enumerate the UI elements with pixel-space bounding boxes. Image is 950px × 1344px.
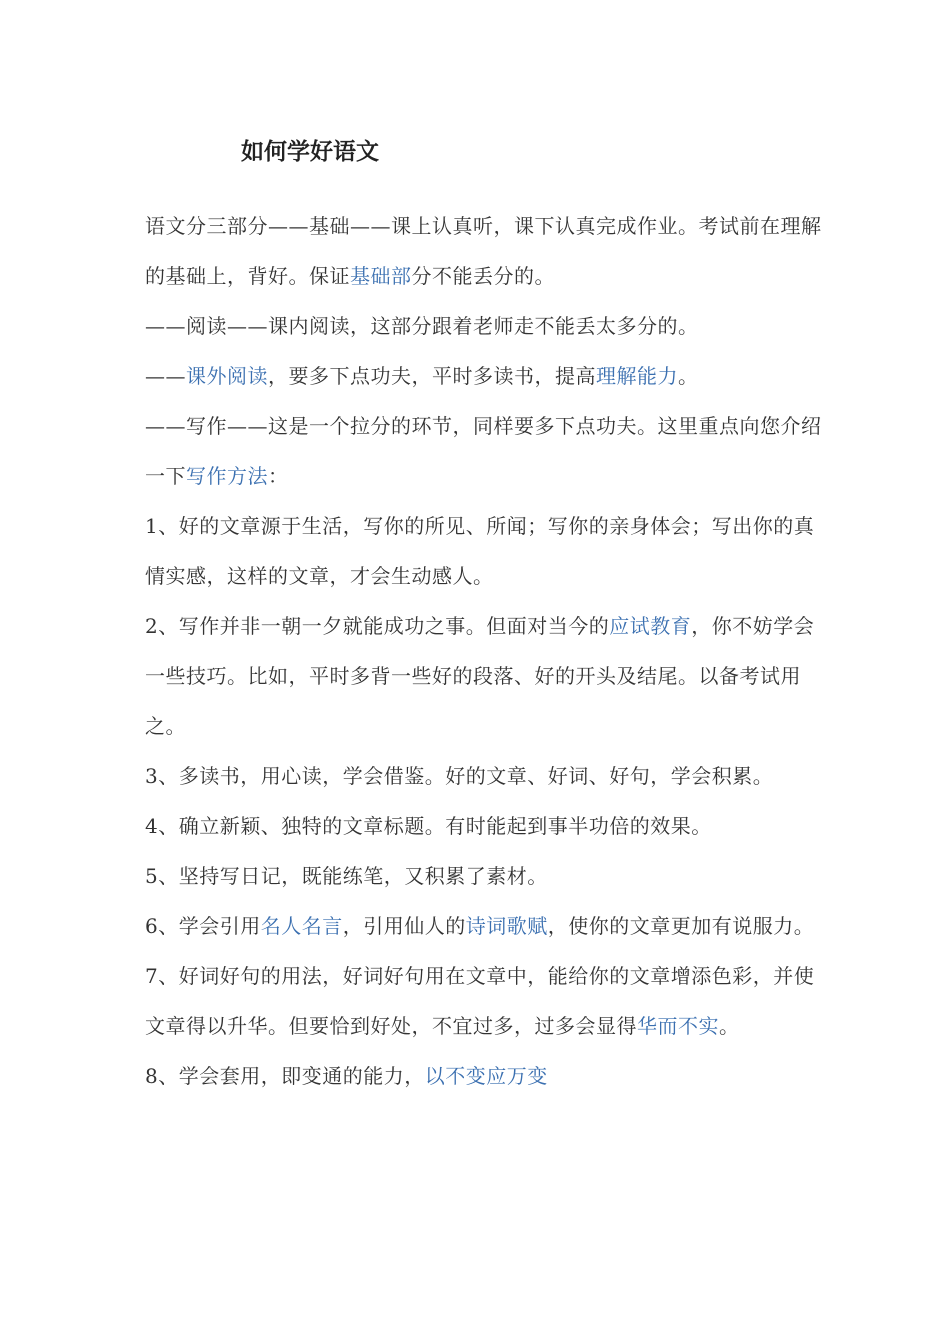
paragraph (145, 201, 825, 301)
inline-link[interactable]: 诗词歌赋 (465, 914, 548, 938)
inline-link[interactable]: 课外阅读 (186, 364, 268, 388)
paragraph-text: 分不能丢分的。 (411, 264, 555, 288)
paragraph-text: 。 (719, 1014, 740, 1038)
paragraph-text: ——阅读——课内阅读，这部分跟着老师走不能丢太多分的。 (145, 314, 699, 338)
paragraph (145, 751, 825, 801)
paragraph (145, 401, 825, 501)
paragraph-text: ——写作——这是一个拉分的环节，同样要多下点功夫。这里重点向您介绍一下 (145, 414, 822, 488)
paragraph-text: 5、坚持写日记，既能练笔，又积累了素材。 (145, 864, 548, 888)
paragraph (145, 501, 825, 601)
paragraph (145, 351, 825, 401)
inline-link[interactable]: 华而不实 (637, 1014, 719, 1038)
paragraph-text: 1、好的文章源于生活，写你的所见、所闻；写你的亲身体会；写出你的真情实感，这样的文章，才会生动感人。 (145, 514, 815, 588)
inline-link[interactable]: 以不变应万变 (424, 1064, 548, 1088)
inline-link[interactable]: 写作方法 (186, 464, 268, 488)
inline-link[interactable]: 应试教育 (609, 614, 692, 638)
inline-link[interactable]: 基础部 (350, 264, 412, 288)
paragraph-text: 2、写作并非一朝一夕就能成功之事。但面对当今的 (145, 614, 610, 638)
document-body (145, 201, 825, 1101)
paragraph-text: ： (268, 464, 289, 488)
paragraph-text: 3、多读书，用心读，学会借鉴。好的文章、好词、好句，学会积累。 (145, 764, 774, 788)
paragraph-text: 。 (678, 364, 699, 388)
inline-link[interactable]: 理解能力 (596, 364, 678, 388)
paragraph (145, 1051, 825, 1101)
paragraph-text: —— (145, 364, 186, 388)
document-title: 如何学好语文 (241, 138, 379, 165)
paragraph-text: 8、学会套用，即变通的能力， (145, 1064, 425, 1088)
paragraph (145, 851, 825, 901)
paragraph-text: 4、确立新颖、独特的文章标题。有时能起到事半功倍的效果。 (145, 814, 712, 838)
paragraph (145, 801, 825, 851)
paragraph (145, 901, 825, 951)
paragraph (145, 951, 825, 1051)
paragraph-text: ，引用仙人的 (342, 914, 466, 938)
paragraph-text: 语文分三部分——基础——课上认真听，课下认真完成作业。考试前在理解的基础上，背好。保证 (145, 214, 822, 288)
paragraph (145, 601, 825, 751)
paragraph-text: 7、好词好句的用法，好词好句用在文章中，能给你的文章增添色彩，并使文章得以升华。但要恰到好处，不宜过多，过多会显得 (145, 964, 815, 1038)
paragraph-text: ，你不妨学会一些技巧。比如，平时多背一些好的段落、好的开头及结尾。以备考试用之。 (145, 614, 815, 738)
paragraph-text: 6、学会引用 (145, 914, 261, 938)
inline-link[interactable]: 名人名言 (260, 914, 343, 938)
paragraph-text: ，要多下点功夫，平时多读书，提高 (268, 364, 596, 388)
paragraph (145, 301, 825, 351)
paragraph-text: ，使你的文章更加有说服力。 (547, 914, 815, 938)
